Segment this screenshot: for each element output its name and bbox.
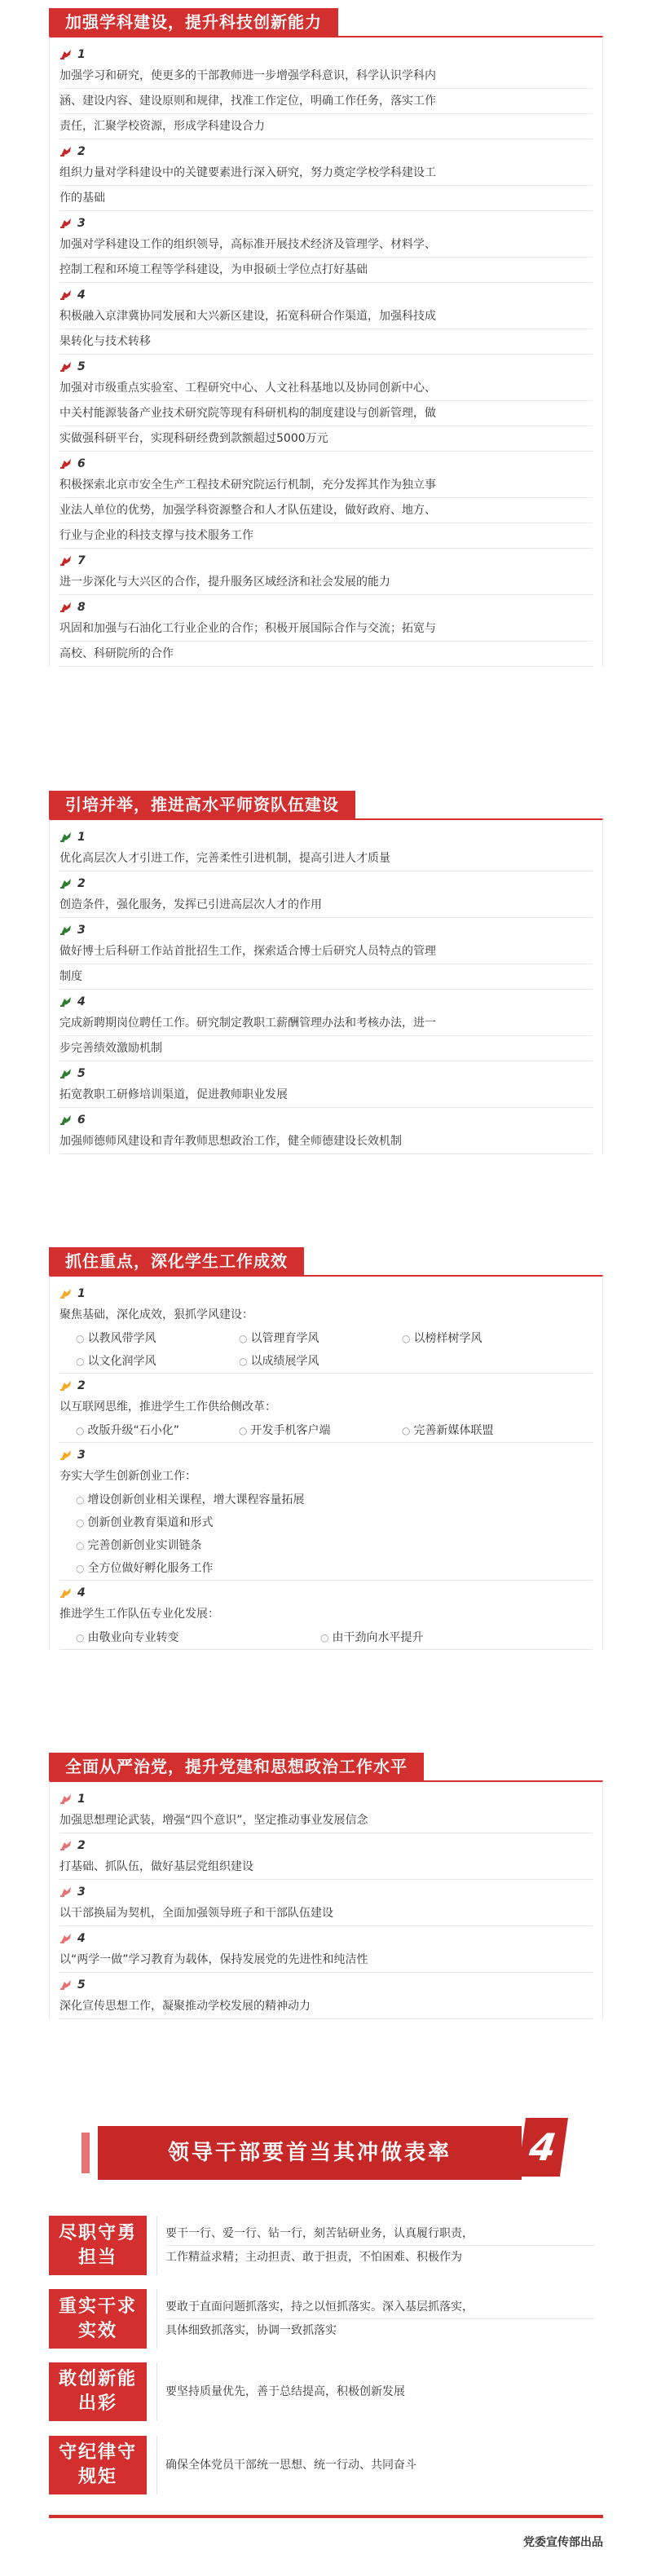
bullet-item: ○ 由敬业向专业转变 — [76, 1626, 320, 1649]
flag-icon — [59, 831, 73, 843]
item-number — [59, 921, 593, 939]
duty-text — [156, 2362, 603, 2421]
item-number — [59, 455, 593, 473]
item-line: 进一步深化与大兴区的合作，提升服务区域经济和社会发展的能力 — [59, 576, 390, 589]
item-text — [59, 376, 593, 451]
item-line: 巩固和加强与石油化工行业企业的合作；积极开展国际合作与交流；拓宽与 — [59, 616, 593, 642]
item-text — [59, 1855, 593, 1879]
item-number — [59, 993, 593, 1011]
item-number-label: 5 — [77, 360, 86, 373]
bullet-list — [59, 1489, 593, 1580]
section-title: 加强学科建设，提升科技创新能力 — [49, 8, 338, 36]
bullet-item: ○ 增设创新创业相关课程，增大课程容量拓展 — [76, 1489, 593, 1511]
section-list — [49, 1275, 603, 1650]
flag-icon — [59, 458, 73, 470]
item-text — [59, 570, 593, 594]
item-number — [59, 1285, 593, 1303]
list-item — [59, 1837, 593, 1880]
list-item — [59, 1883, 593, 1926]
item-line: 做好博士后科研工作站首批招生工作，探索适合博士后研究人员特点的管理 — [59, 939, 593, 964]
bullet-item: ○ 以管理育学风 — [239, 1327, 402, 1350]
flag-icon — [59, 878, 73, 889]
item-line: 高校、科研院所的合作 — [59, 647, 174, 660]
list-item — [59, 46, 593, 139]
flag-icon — [59, 218, 73, 229]
item-text — [59, 1901, 593, 1925]
item-line: 推进学生工作队伍专业化发展： — [59, 1608, 219, 1621]
item-line: 夯实大学生创新创业工作： — [59, 1470, 196, 1483]
flag-icon — [59, 361, 73, 373]
item-line: 行业与企业的科技支撑与技术服务工作 — [59, 529, 253, 542]
bullet-list — [59, 1327, 593, 1373]
duty-line: 确保全体党员干部统一思想、统一行动、共同奋斗 — [165, 2459, 416, 2472]
item-number-label: 4 — [77, 995, 86, 1008]
item-line: 积极融入京津冀协同发展和大兴新区建设，拓宽科研合作渠道，加强科技成 — [59, 304, 593, 329]
item-number — [59, 143, 593, 161]
list-item — [59, 1930, 593, 1973]
item-number-label: 5 — [77, 1067, 86, 1080]
flag-icon — [59, 924, 73, 936]
item-line: 拓宽教职工研修培训渠道，促进教师职业发展 — [59, 1088, 288, 1101]
list-item — [59, 1111, 593, 1154]
item-number — [59, 1790, 593, 1808]
item-number-label: 1 — [77, 831, 86, 844]
item-number — [59, 875, 593, 893]
list-item — [59, 875, 593, 918]
duty-line: 要干一行、爱一行、钻一行，刻苦钻研业务，认真履行职责， — [165, 2222, 595, 2246]
item-number — [59, 1883, 593, 1901]
item-number — [59, 1976, 593, 1994]
item-text — [59, 1994, 593, 2018]
list-item — [59, 214, 593, 283]
item-number-label: 8 — [77, 601, 86, 614]
item-number-label: 2 — [77, 1379, 86, 1392]
duty-label: 重实干求实效 — [49, 2289, 147, 2349]
item-number-label: 6 — [77, 457, 86, 470]
item-line: 加强思想理论武装，增强“四个意识”，坚定推动事业发展信念 — [59, 1814, 368, 1827]
item-line: 控制工程和环境工程等学科建设，为申报硕士学位点打好基础 — [59, 263, 368, 276]
item-number-label: 2 — [77, 145, 86, 158]
flag-icon — [59, 1114, 73, 1126]
section-discipline — [49, 8, 603, 670]
item-number — [59, 46, 593, 64]
item-number-label: 3 — [77, 217, 86, 230]
section-list — [49, 1780, 603, 2019]
list-item — [59, 1790, 593, 1833]
item-line: 果转化与技术转移 — [59, 335, 151, 348]
item-line: 以干部换届为契机，全面加强领导班子和干部队伍建设 — [59, 1907, 333, 1920]
list-item — [59, 1065, 593, 1108]
item-line: 深化宣传思想工作，凝聚推动学校发展的精神动力 — [59, 2000, 311, 2013]
duty-label: 尽职守勇担当 — [49, 2216, 147, 2275]
list-item — [59, 1446, 593, 1581]
list-item — [59, 455, 593, 549]
duty-row-innovation — [49, 2362, 603, 2421]
flag-icon — [59, 1068, 73, 1079]
section-list — [49, 36, 603, 667]
bullet-item: ○ 以教风带学风 — [76, 1327, 239, 1350]
duty-row-practical — [49, 2289, 603, 2349]
list-item — [59, 598, 593, 667]
list-item — [59, 993, 593, 1061]
item-number — [59, 552, 593, 570]
item-number-label: 2 — [77, 877, 86, 890]
item-line: 加强对学科建设工作的组织领导，高标准开展技术经济及管理学、材料学、 — [59, 232, 593, 258]
flag-icon — [59, 1380, 73, 1392]
item-line: 优化高层次人才引进工作，完善柔性引进机制，提高引进人才质量 — [59, 852, 390, 865]
item-line: 业法人单位的优势，加强学科资源整合和人才队伍建设，做好政府、地方、 — [59, 498, 593, 523]
item-number-label: 3 — [77, 1886, 86, 1899]
duty-line: 要坚持质量优先，善于总结提高，积极创新发展 — [165, 2385, 405, 2398]
flag-icon — [59, 289, 73, 301]
item-text — [59, 1464, 593, 1489]
item-text — [59, 64, 593, 139]
item-number-label: 3 — [77, 1449, 86, 1462]
item-line: 聚焦基础，深化成效，狠抓学风建设： — [59, 1308, 253, 1321]
duty-text — [156, 2216, 603, 2275]
flag-icon — [59, 1886, 73, 1898]
duty-label: 敢创新能出彩 — [49, 2362, 147, 2421]
bullet-item: ○ 以文化润学风 — [76, 1350, 239, 1373]
bullet-list — [59, 1419, 593, 1442]
item-line: 责任，汇聚学校资源，形成学科建设合力 — [59, 120, 265, 133]
flag-icon — [59, 1793, 73, 1805]
item-number-label: 5 — [77, 1978, 86, 1992]
item-line: 加强学习和研究，使更多的干部教师进一步增强学科意识，科学认识学科内 — [59, 64, 593, 89]
bullet-item: ○ 改版升级“石小化” — [76, 1419, 239, 1442]
item-line: 加强师德师风建设和青年教师思想政治工作，健全师德建设长效机制 — [59, 1135, 402, 1148]
flag-icon — [59, 1933, 73, 1944]
item-line: 完成新聘期岗位聘任工作。研究制定教职工薪酬管理办法和考核办法，进一 — [59, 1011, 593, 1036]
item-text — [59, 1808, 593, 1833]
item-number-label: 1 — [77, 1793, 86, 1806]
item-number-label: 1 — [77, 1287, 86, 1300]
duty-line: 要敢于直面问题抓落实，持之以恒抓落实。深入基层抓落实， — [165, 2296, 595, 2319]
item-line: 以互联网思维，推进学生工作供给侧改革： — [59, 1400, 276, 1414]
duty-line: 具体细致抓落实，协调一致抓落实 — [165, 2324, 337, 2337]
list-item — [59, 358, 593, 452]
section-title: 引培并举，推进高水平师资队伍建设 — [49, 791, 355, 818]
item-number — [59, 214, 593, 232]
item-number — [59, 828, 593, 846]
bullet-item: ○ 以成绩展学风 — [239, 1350, 402, 1373]
flag-icon — [59, 555, 73, 567]
item-text — [59, 232, 593, 282]
item-line: 以“两学一做”学习教育为载体，保持发展党的先进性和纯洁性 — [59, 1953, 368, 1966]
list-item — [59, 143, 593, 211]
item-text — [59, 473, 593, 548]
item-number-label: 3 — [77, 924, 86, 937]
flag-icon — [59, 1449, 73, 1461]
item-number — [59, 1446, 593, 1464]
list-item — [59, 286, 593, 355]
item-number — [59, 358, 593, 376]
list-item — [59, 1584, 593, 1650]
list-item — [59, 1377, 593, 1443]
bullet-item: ○ 以榜样树学风 — [402, 1327, 565, 1350]
duty-line: 工作精益求精；主动担责、敢于担责，不怕困难、积极作为 — [165, 2251, 462, 2264]
item-text — [59, 1947, 593, 1972]
item-text — [59, 846, 593, 871]
item-text — [59, 304, 593, 354]
item-line: 积极探索北京市安全生产工程技术研究院运行机制，充分发挥其作为独立事 — [59, 473, 593, 498]
item-text — [59, 616, 593, 666]
item-number — [59, 1065, 593, 1083]
flag-icon — [59, 49, 73, 60]
item-number-label: 4 — [77, 289, 86, 302]
item-number-label: 4 — [77, 1932, 86, 1945]
item-line: 实做强科研平台，实现科研经费到款额超过5000万元 — [59, 432, 328, 445]
footer-divider — [49, 2515, 603, 2518]
flag-icon — [59, 602, 73, 613]
banner-number: 4 — [518, 2118, 568, 2177]
section-faculty — [49, 791, 603, 1158]
item-number — [59, 1111, 593, 1129]
bullet-item: ○ 完善新媒体联盟 — [402, 1419, 565, 1442]
bullet-item: ○ 开发手机客户端 — [239, 1419, 402, 1442]
section-title: 抓住重点，深化学生工作成效 — [49, 1247, 304, 1275]
duty-label: 守纪律守规矩 — [49, 2436, 147, 2494]
bullet-item: ○ 全方位做好孵化服务工作 — [76, 1557, 593, 1580]
item-number — [59, 1930, 593, 1947]
item-line: 制度 — [59, 970, 82, 983]
list-item — [59, 1976, 593, 2019]
flag-icon — [59, 1840, 73, 1851]
list-item — [59, 921, 593, 990]
item-line: 组织力量对学科建设中的关键要素进行深入研究，努力奠定学校学科建设工 — [59, 161, 593, 186]
item-number — [59, 286, 593, 304]
item-number — [59, 598, 593, 616]
item-number-label: 1 — [77, 48, 86, 61]
item-line: 打基础、抓队伍，做好基层党组织建设 — [59, 1860, 253, 1873]
item-number-label: 4 — [77, 1586, 86, 1599]
item-text — [59, 1011, 593, 1061]
item-line: 中关村能源装备产业技术研究院等现有科研机构的制度建设与创新管理，做 — [59, 401, 593, 426]
bullet-item: ○ 由干劲向水平提升 — [320, 1626, 565, 1649]
item-line: 创造条件，强化服务，发挥已引进高层次人才的作用 — [59, 898, 322, 911]
item-text — [59, 1395, 593, 1419]
banner-left-accent — [82, 2133, 90, 2173]
banner-title: 领导干部要首当其冲做表率 — [98, 2126, 522, 2180]
duty-row-responsibility — [49, 2216, 603, 2275]
list-item — [59, 828, 593, 871]
item-text — [59, 1602, 593, 1626]
section-party — [49, 1753, 603, 2022]
item-line: 作的基础 — [59, 192, 105, 205]
item-number — [59, 1837, 593, 1855]
item-text — [59, 893, 593, 917]
footer-credit: 党委宣传部出品 — [523, 2536, 603, 2549]
item-line: 涵、建设内容、建设原则和规律，找准工作定位，明确工作任务，落实工作 — [59, 89, 593, 114]
duty-text — [156, 2289, 603, 2349]
flag-icon — [59, 1587, 73, 1599]
item-text — [59, 1129, 593, 1153]
item-line: 加强对市级重点实验室、工程研究中心、人文社科基地以及协同创新中心、 — [59, 376, 593, 401]
duty-text — [156, 2436, 603, 2494]
item-text — [59, 1303, 593, 1327]
flag-icon — [59, 146, 73, 157]
section-list — [49, 818, 603, 1154]
item-number-label: 6 — [77, 1114, 86, 1127]
section-students — [49, 1247, 603, 1653]
bullet-list — [59, 1626, 593, 1649]
flag-icon — [59, 1979, 73, 1991]
item-text — [59, 1083, 593, 1107]
flag-icon — [59, 1288, 73, 1299]
item-number — [59, 1584, 593, 1602]
bullet-item: ○ 创新创业教育渠道和形式 — [76, 1511, 593, 1534]
item-text — [59, 161, 593, 210]
item-number-label: 7 — [77, 554, 86, 567]
item-line: 步完善绩效激励机制 — [59, 1042, 162, 1055]
list-item — [59, 1285, 593, 1374]
item-number-label: 2 — [77, 1839, 86, 1852]
section-title: 全面从严治党，提升党建和思想政治工作水平 — [49, 1753, 424, 1780]
item-number — [59, 1377, 593, 1395]
flag-icon — [59, 996, 73, 1008]
item-text — [59, 939, 593, 989]
list-item — [59, 552, 593, 595]
duty-row-discipline — [49, 2436, 603, 2494]
bullet-item: ○ 完善创新创业实训链条 — [76, 1534, 593, 1557]
